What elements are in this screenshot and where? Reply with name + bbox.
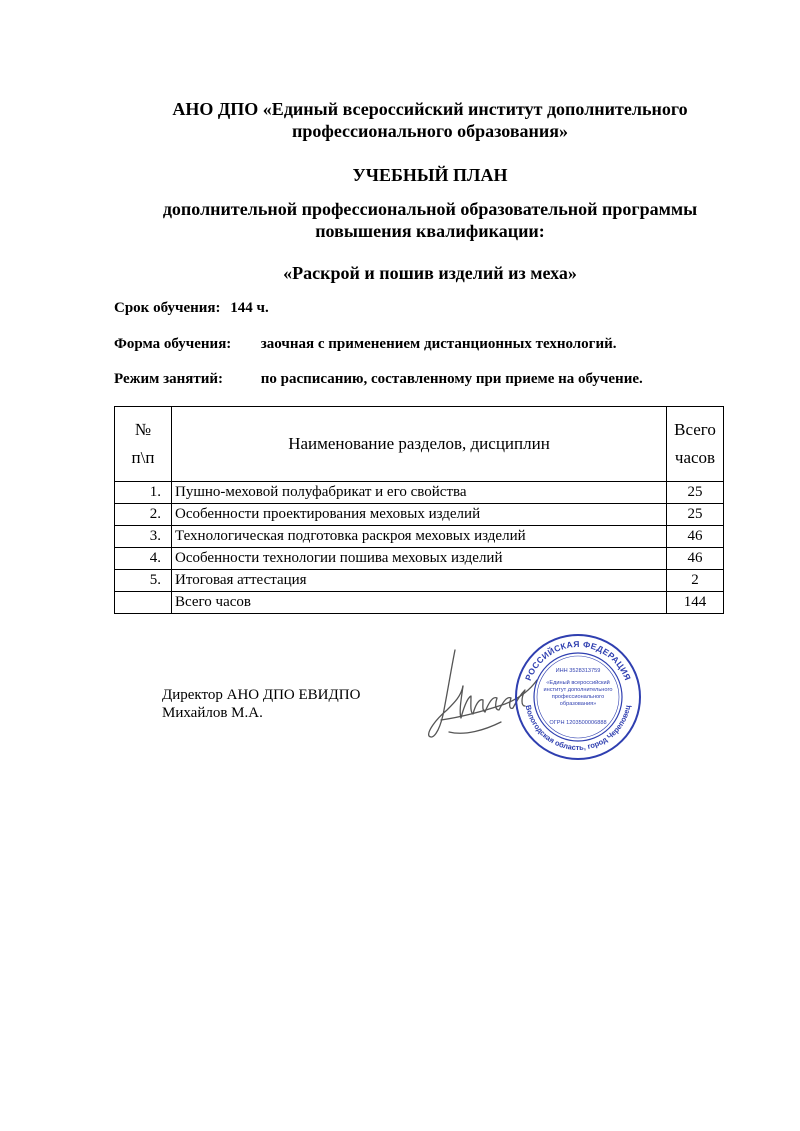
svg-text:Вологодская область, город Чер: Вологодская область, город Череповец xyxy=(523,704,633,753)
duration-value: 144 ч. xyxy=(230,300,269,316)
table-row xyxy=(115,570,724,592)
program-name: «Раскрой и пошив изделий из меха» xyxy=(283,263,577,283)
table-row xyxy=(115,482,724,504)
organization-name-line2: профессионального образования» xyxy=(291,121,569,141)
svg-text:профессионального: профессионального xyxy=(551,694,605,700)
total-label: Всего часов xyxy=(172,592,667,614)
row-hours: 46 xyxy=(667,526,724,548)
row-hours: 25 xyxy=(667,482,724,504)
seal-icon xyxy=(513,632,643,762)
total-num-empty xyxy=(115,592,172,614)
svg-text:образования»: образования» xyxy=(559,701,597,707)
table-row xyxy=(115,548,724,570)
subtitle-line2: повышения квалификации: xyxy=(315,221,545,241)
total-hours: 144 xyxy=(667,592,724,614)
header-name: Наименование разделов, дисциплин xyxy=(172,407,667,482)
row-name: Особенности проектирования меховых изделий xyxy=(172,504,667,526)
row-num: 5. xyxy=(115,570,172,592)
subtitle-line1: дополнительной профессиональной образовательной программы xyxy=(162,199,698,219)
document-subtitle xyxy=(100,198,760,242)
table-row xyxy=(115,526,724,548)
header-hours xyxy=(667,407,724,482)
row-name: Итоговая аттестация xyxy=(172,570,667,592)
row-num: 3. xyxy=(115,526,172,548)
document-title: УЧЕБНЫЙ ПЛАН xyxy=(352,165,508,185)
row-num: 4. xyxy=(115,548,172,570)
header-num-line2: п\п xyxy=(131,448,155,467)
svg-text:«Единый всероссийский: «Единый всероссийский xyxy=(546,680,610,686)
duration-line xyxy=(114,299,269,317)
header-num xyxy=(115,407,172,482)
table-row xyxy=(115,504,724,526)
organization-name xyxy=(100,98,760,142)
row-hours: 25 xyxy=(667,504,724,526)
header-hours-line1: Всего xyxy=(674,420,716,439)
row-name: Особенности технологии пошива меховых изделий xyxy=(172,548,667,570)
table-header-row xyxy=(115,407,724,482)
organization-name-line1: АНО ДПО «Единый всероссийский институт дополнительного xyxy=(172,99,688,119)
svg-text:РОССИЙСКАЯ ФЕДЕРАЦИЯ: РОССИЙСКАЯ ФЕДЕРАЦИЯ xyxy=(523,638,633,682)
form-line xyxy=(114,335,617,353)
header-hours-line2: часов xyxy=(674,448,716,467)
svg-text:ОГРН 1203500006888: ОГРН 1203500006888 xyxy=(549,720,607,726)
table-total-row xyxy=(115,592,724,614)
row-hours: 2 xyxy=(667,570,724,592)
duration-label: Срок обучения: xyxy=(114,300,221,316)
mode-label: Режим занятий: xyxy=(114,371,224,387)
row-num: 1. xyxy=(115,482,172,504)
form-label: Форма обучения: xyxy=(114,336,232,352)
form-value: заочная с применением дистанционных технологий. xyxy=(260,336,617,352)
row-hours: 46 xyxy=(667,548,724,570)
svg-text:институт дополнительного: институт дополнительного xyxy=(543,687,613,693)
row-name: Технологическая подготовка раскроя меховых изделий xyxy=(172,526,667,548)
row-name: Пушно-меховой полуфабрикат и его свойства xyxy=(172,482,667,504)
header-num-line1: № xyxy=(134,420,152,439)
mode-value: по расписанию, составленному при приеме на обучение. xyxy=(260,371,643,387)
director-name: Михайлов М.А. xyxy=(162,705,263,721)
row-num: 2. xyxy=(115,504,172,526)
curriculum-table xyxy=(114,406,724,614)
director-block xyxy=(162,686,360,722)
svg-text:ИНН 3528313759: ИНН 3528313759 xyxy=(555,668,601,674)
mode-line xyxy=(114,370,643,388)
director-title: Директор АНО ДПО ЕВИДПО xyxy=(162,687,361,703)
